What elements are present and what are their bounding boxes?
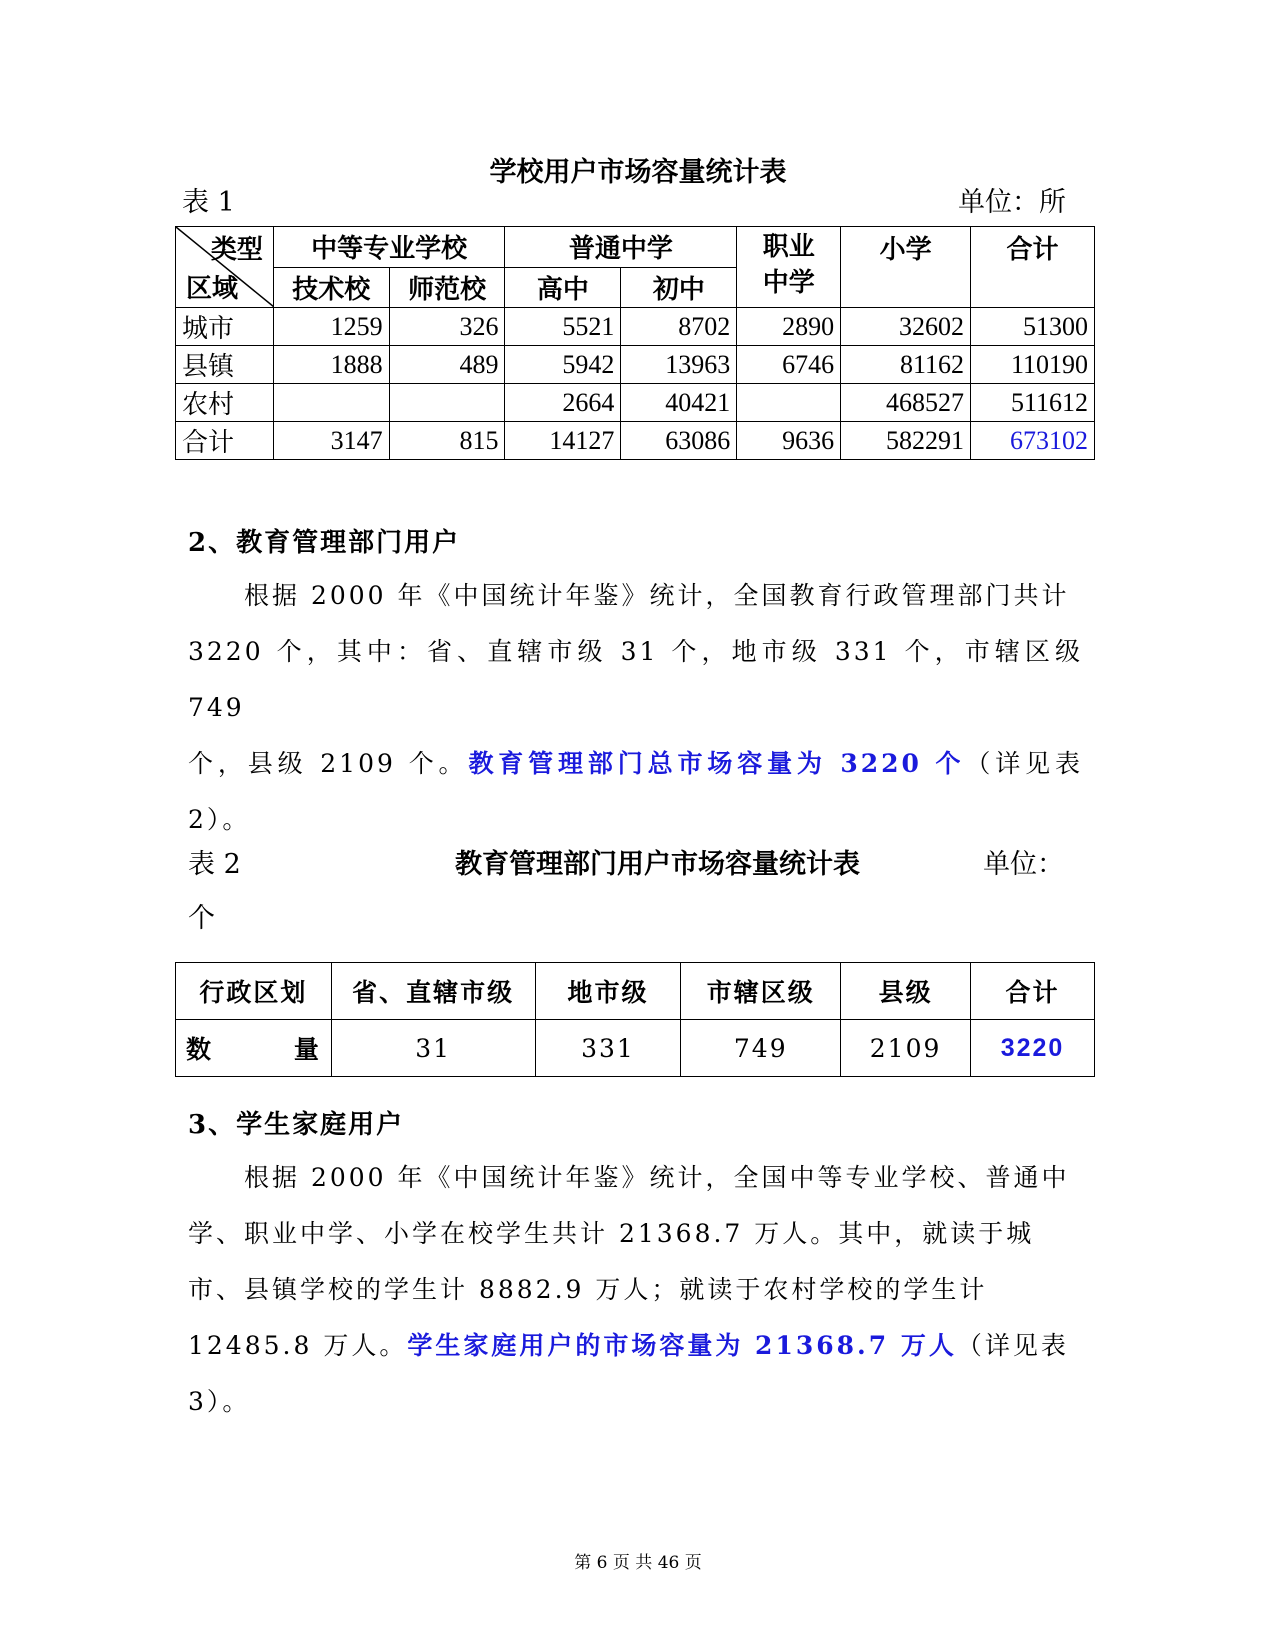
table-row	[176, 422, 1095, 460]
section3-line2: 学、职业中学、小学在校学生共计 21368.7 万人。其中，就读于城	[188, 1219, 1035, 1248]
table1-label: 表 1	[182, 187, 235, 218]
cell: 749	[681, 1020, 841, 1077]
t2-header-cell: 合计	[971, 963, 1095, 1020]
section2-line1: 根据 2000 年《中国统计年鉴》统计，全国教育行政管理部门共计	[244, 581, 1070, 610]
section3-line4-a: 12485.8 万人。	[188, 1331, 408, 1360]
grand-total-cell: 673102	[971, 422, 1095, 460]
cell: 326	[389, 308, 505, 346]
cell: 489	[389, 346, 505, 384]
cell: 81162	[841, 346, 971, 384]
table1-title: 学校用户市场容量统计表	[489, 157, 787, 188]
cell: 3147	[273, 422, 389, 460]
cell: 63086	[621, 422, 737, 460]
corner-type-label: 类型	[210, 235, 263, 265]
cell: 582291	[841, 422, 971, 460]
cell: 2664	[505, 384, 621, 422]
header-secondary-vocational: 中等专业学校	[273, 227, 505, 268]
cell: 13963	[621, 346, 737, 384]
section2-line3	[188, 736, 1083, 848]
header-vocational-middle	[737, 227, 841, 308]
section2-paragraph	[188, 568, 1083, 848]
row-label: 农村	[176, 384, 274, 422]
section2-line3-a: 个，县级 2109 个。	[188, 749, 469, 778]
header-general-middle: 普通中学	[505, 227, 737, 268]
cell: 8702	[621, 308, 737, 346]
subheader-high: 高中	[505, 267, 621, 308]
section2-heading: 2、教育管理部门用户	[188, 528, 461, 558]
cell: 32602	[841, 308, 971, 346]
row-label: 县镇	[176, 346, 274, 384]
education-dept-table	[175, 962, 1095, 1077]
cell: 1259	[273, 308, 389, 346]
cell: 331	[535, 1020, 681, 1077]
t2-row-label-a: 数	[186, 1035, 214, 1064]
table-row	[176, 308, 1095, 346]
t2-header-cell: 地市级	[535, 963, 681, 1020]
cell: 14127	[505, 422, 621, 460]
table1-unit: 单位：所	[958, 187, 1066, 218]
section3-line4	[188, 1318, 1083, 1374]
header-primary: 小学	[841, 227, 971, 308]
cell: 9636	[737, 422, 841, 460]
corner-region-label: 区域	[186, 274, 239, 304]
section3-line1: 根据 2000 年《中国统计年鉴》统计，全国中等专业学校、普通中	[244, 1163, 1070, 1192]
cell: 468527	[841, 384, 971, 422]
section3-line5: 3）。	[188, 1387, 251, 1416]
cell: 6746	[737, 346, 841, 384]
section3-heading: 3、学生家庭用户	[188, 1110, 405, 1140]
table2-unit-a: 单位：	[983, 849, 1064, 880]
cell: 2109	[841, 1020, 971, 1077]
t2-row-label	[176, 1020, 332, 1077]
cell: 51300	[971, 308, 1095, 346]
section2-line3-c: （详见表 2）。	[188, 749, 1083, 834]
school-market-table	[175, 226, 1095, 460]
section3-line4-c: （详见表	[956, 1331, 1069, 1360]
table-row	[176, 346, 1095, 384]
cell: 815	[389, 422, 505, 460]
page-footer: 第 6 页 共 46 页	[574, 1553, 702, 1573]
section3-highlight: 学生家庭用户的市场容量为 21368.7 万人	[407, 1331, 957, 1360]
cell	[737, 384, 841, 422]
cell: 5521	[505, 308, 621, 346]
cell	[389, 384, 505, 422]
cell: 511612	[971, 384, 1095, 422]
subheader-technical: 技术校	[273, 267, 389, 308]
header-vocational-middle-text: 职业中学	[762, 232, 815, 298]
subheader-junior: 初中	[621, 267, 737, 308]
table-row	[176, 1020, 1095, 1077]
row-label: 合计	[176, 422, 274, 460]
section3-line3: 市、县镇学校的学生计 8882.9 万人；就读于农村学校的学生计	[188, 1275, 988, 1304]
cell: 110190	[971, 346, 1095, 384]
t2-header-cell: 县级	[841, 963, 971, 1020]
cell: 40421	[621, 384, 737, 422]
t2-row-label-b: 量	[293, 1035, 321, 1064]
table2-label: 表 2	[188, 849, 241, 880]
corner-header-cell	[176, 227, 274, 308]
cell: 1888	[273, 346, 389, 384]
cell: 5942	[505, 346, 621, 384]
header-total: 合计	[971, 227, 1095, 308]
subheader-normal: 师范校	[389, 267, 505, 308]
t2-header-cell: 省、直辖市级	[331, 963, 535, 1020]
cell: 2890	[737, 308, 841, 346]
cell: 31	[331, 1020, 535, 1077]
table-row	[176, 384, 1095, 422]
section2-line2: 3220 个，其中：省、直辖市级 31 个，地市级 331 个，市辖区级 749	[188, 637, 1083, 722]
t2-header-cell: 市辖区级	[681, 963, 841, 1020]
section2-highlight: 教育管理部门总市场容量为 3220 个	[468, 749, 966, 778]
table2-title: 教育管理部门用户市场容量统计表	[455, 849, 860, 880]
t2-total-cell: 3220	[971, 1020, 1095, 1077]
row-label: 城市	[176, 308, 274, 346]
table2-unit-b: 个	[188, 903, 215, 934]
t2-header-cell: 行政区划	[176, 963, 332, 1020]
section3-paragraph	[188, 1150, 1083, 1430]
cell	[273, 384, 389, 422]
